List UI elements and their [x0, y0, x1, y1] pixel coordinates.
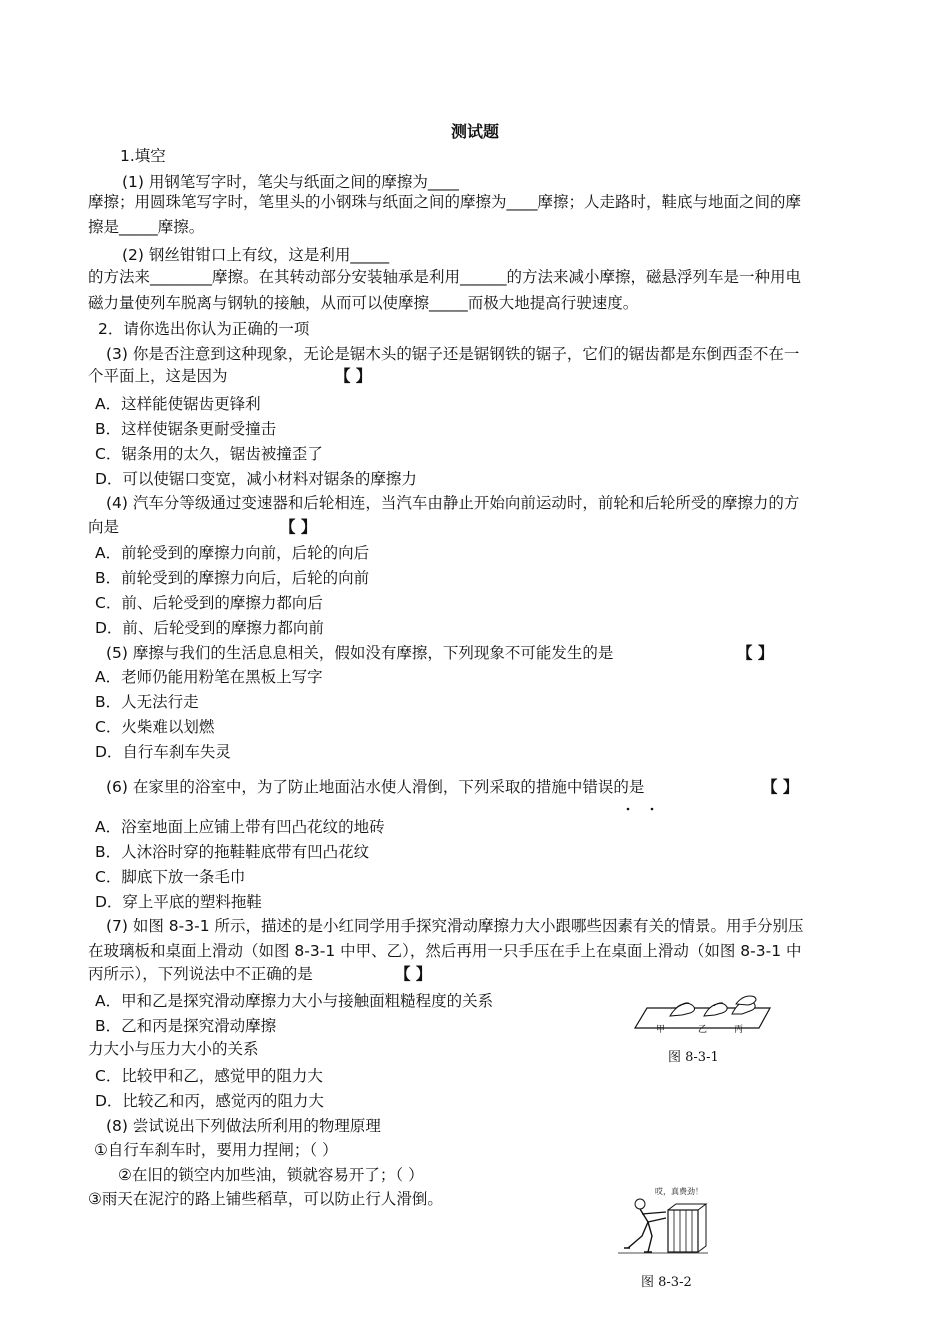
q6-answer-bracket: 【 】 — [762, 778, 799, 796]
q4-line-1: (4) 汽车分等级通过变速器和后轮相连，当汽车由静止开始向前运动时，前轮和后轮所受的摩擦力的方 — [106, 494, 800, 512]
q4-answer-bracket: 【 】 — [280, 518, 317, 536]
q4-option-d: D．前、后轮受到的摩擦力都向前 — [95, 619, 324, 637]
figure-8-3-1-label-yi: 乙 — [698, 1025, 708, 1035]
q6-option-b: B．人沐浴时穿的拖鞋鞋底带有凹凸花纹 — [95, 843, 370, 861]
q7-line-3: 丙所示），下列说法中不正确的是 — [88, 965, 313, 983]
q6-option-c: C．脚底下放一条毛巾 — [95, 868, 246, 886]
q5-option-d: D．自行车刹车失灵 — [95, 743, 231, 761]
q7-option-b: B．乙和丙是探究滑动摩擦 — [95, 1017, 277, 1035]
q3-line-2: 个平面上，这是因为 — [88, 367, 228, 385]
q4-option-b: B．前轮受到的摩擦力向后，后轮的向前 — [95, 569, 370, 587]
figure-8-3-2 — [618, 1196, 708, 1256]
q3-option-d: D．可以使锯口变宽，减小材料对锯条的摩擦力 — [95, 470, 417, 488]
q2-line-2: 的方法来________摩擦。在其转动部分安装轴承是利用______的方法来减小摩擦，磁悬浮列车是一种用电 — [88, 268, 802, 286]
q1-line-1: (1) 用钢笔写字时，笔尖与纸面之间的摩擦为____ — [122, 173, 459, 191]
q3-option-b: B．这样使锯条更耐受撞击 — [95, 420, 277, 438]
q8-line-1: (8) 尝试说出下列做法所利用的物理原理 — [106, 1117, 381, 1135]
q6-option-d: D．穿上平底的塑料拖鞋 — [95, 893, 262, 911]
q6-option-a: A．浴室地面上应铺上带有凹凸花纹的地砖 — [95, 818, 385, 836]
emphasis-dots — [622, 798, 662, 804]
q3-option-c: C．锯条用的太久，锯齿被撞歪了 — [95, 445, 323, 463]
q4-option-c: C．前、后轮受到的摩擦力都向后 — [95, 594, 323, 612]
figure-8-3-1-caption: 图 8-3-1 — [668, 1050, 719, 1065]
page-title: 测试题 — [450, 122, 499, 141]
q3-answer-bracket: 【 】 — [335, 367, 372, 385]
q3-line-1: (3) 你是否注意到这种现象，无论是锯木头的锯子还是锯钢铁的锯子，它们的锯齿都是东倒西歪不在一 — [106, 345, 800, 363]
q7-option-b-continued: 力大小与压力大小的关系 — [88, 1040, 259, 1058]
q7-line-2: 在玻璃板和桌面上滑动（如图 8-3-1 中甲、乙），然后再用一只手压在手上在桌面上滑动（如图 8-3-1 中 — [88, 942, 802, 960]
q7-answer-bracket: 【 】 — [395, 965, 432, 983]
q5-answer-bracket: 【 】 — [737, 644, 774, 662]
q5-line-1: (5) 摩擦与我们的生活息息相关，假如没有摩擦，下列现象不可能发生的是 — [106, 644, 614, 662]
q1-line-2: 摩擦；用圆珠笔写字时，笔里头的小钢珠与纸面之间的摩擦为____摩擦；人走路时，鞋底与地面之间的摩 — [88, 193, 802, 211]
q6-line-1: (6) 在家里的浴室中，为了防止地面沾水使人滑倒，下列采取的措施中错误的是 — [106, 778, 645, 796]
q2-line-3: 磁力量使列车脱离与钢轨的接触，从而可以使摩擦_____而极大地提高行驶速度。 — [88, 294, 639, 312]
figure-8-3-1-label-bing: 丙 — [734, 1025, 744, 1035]
q2-line-1: (2) 钢丝钳钳口上有纹，这是利用_____ — [122, 246, 390, 264]
q3-option-a: A．这样能使锯齿更锋利 — [95, 395, 261, 413]
q7-line-1: (7) 如图 8-3-1 所示，描述的是小红同学用手探究滑动摩擦力大小跟哪些因素有关的情景。用手分别压 — [106, 917, 804, 935]
figure-8-3-2-caption: 图 8-3-2 — [641, 1275, 692, 1290]
q7-option-a: A．甲和乙是探究滑动摩擦力大小与接触面粗糙程度的关系 — [95, 992, 494, 1010]
q8-item-1: ①自行车刹车时，要用力捏闸；（ ） — [94, 1141, 338, 1159]
q7-option-d: D．比较乙和丙，感觉丙的阻力大 — [95, 1092, 324, 1110]
q5-option-a: A．老师仍能用粉笔在黑板上写字 — [95, 668, 323, 686]
figure-8-3-1-label-jia: 甲 — [656, 1025, 666, 1035]
q1-line-3: 擦是_____摩擦。 — [88, 218, 205, 236]
section-choice: 2．请你选出你认为正确的一项 — [98, 320, 310, 338]
section-fill-blank: 1.填空 — [120, 147, 166, 165]
q5-option-c: C．火柴难以划燃 — [95, 718, 215, 736]
q8-item-3: ③雨天在泥泞的路上铺些稻草，可以防止行人滑倒。 — [88, 1190, 443, 1208]
q4-option-a: A．前轮受到的摩擦力向前，后轮的向后 — [95, 544, 370, 562]
figure-8-3-2-speech: 哎，真费劲！ — [655, 1187, 703, 1196]
q4-line-2: 向是 — [88, 518, 120, 536]
q8-item-2: ②在旧的锁空内加些油，锁就容易开了；（ ） — [118, 1166, 424, 1184]
q5-option-b: B．人无法行走 — [95, 693, 199, 711]
q7-option-c: C．比较甲和乙，感觉甲的阻力大 — [95, 1067, 323, 1085]
